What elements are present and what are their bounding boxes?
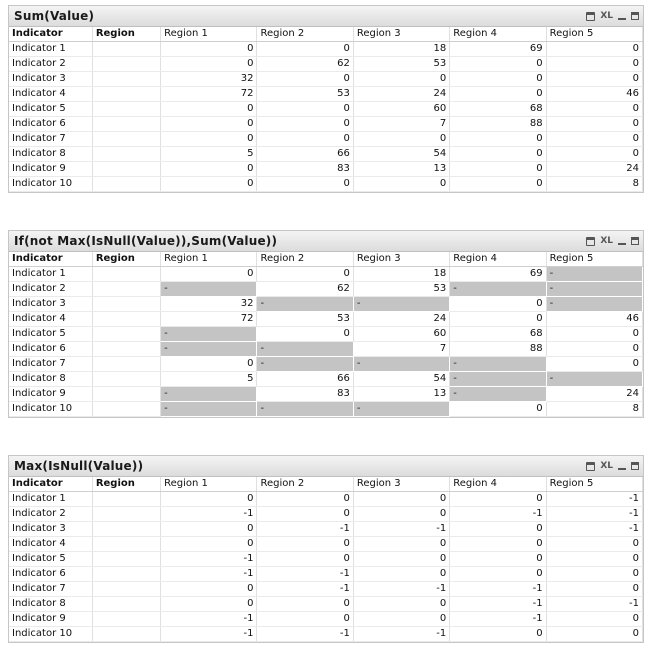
table-row <box>9 162 643 177</box>
row-label[interactable]: Indicator 5 <box>9 102 92 117</box>
value-cell: 0 <box>353 597 449 612</box>
null-cell: - <box>546 297 642 312</box>
empty-cell <box>92 507 160 522</box>
empty-cell <box>92 522 160 537</box>
value-cell: -1 <box>161 567 257 582</box>
value-cell: 0 <box>450 177 546 192</box>
value-cell: 0 <box>257 267 353 282</box>
row-label[interactable]: Indicator 10 <box>9 627 92 642</box>
value-cell: 0 <box>546 612 642 627</box>
value-cell: 60 <box>353 102 449 117</box>
caption-icons <box>586 461 639 471</box>
value-cell: 0 <box>257 507 353 522</box>
table-row <box>9 312 643 327</box>
empty-cell <box>92 267 160 282</box>
value-cell: -1 <box>353 627 449 642</box>
value-cell: 0 <box>161 177 257 192</box>
value-cell: 5 <box>161 147 257 162</box>
table-row <box>9 102 643 117</box>
value-cell: 72 <box>161 312 257 327</box>
panel-title: Sum(Value) <box>14 9 95 23</box>
table-row <box>9 72 643 87</box>
value-cell: 46 <box>546 312 642 327</box>
null-cell: - <box>450 357 546 372</box>
header-region-2[interactable]: Region 2 <box>257 477 353 492</box>
table-row <box>9 522 643 537</box>
table-row <box>9 87 643 102</box>
value-cell: 69 <box>450 42 546 57</box>
value-cell: 53 <box>353 282 449 297</box>
value-cell: 13 <box>353 387 449 402</box>
value-cell: 54 <box>353 147 449 162</box>
minimize-icon[interactable] <box>618 243 626 245</box>
header-region-1[interactable]: Region 1 <box>161 27 257 42</box>
row-label[interactable]: Indicator 6 <box>9 117 92 132</box>
row-label[interactable]: Indicator 4 <box>9 537 92 552</box>
value-cell: 0 <box>450 627 546 642</box>
table-row <box>9 597 643 612</box>
value-cell: 0 <box>450 132 546 147</box>
value-cell: 8 <box>546 177 642 192</box>
value-cell: 0 <box>353 552 449 567</box>
value-cell: 0 <box>353 492 449 507</box>
empty-cell <box>92 342 160 357</box>
null-cell: - <box>257 402 353 417</box>
value-cell: 18 <box>353 267 449 282</box>
value-cell: 24 <box>546 162 642 177</box>
header-region-1[interactable]: Region 1 <box>161 252 257 267</box>
value-cell: 53 <box>353 57 449 72</box>
value-cell: 88 <box>450 342 546 357</box>
pivot-table-panel-2 <box>8 230 644 418</box>
header-region-3[interactable]: Region 3 <box>353 477 449 492</box>
value-cell: 0 <box>257 327 353 342</box>
print-icon[interactable] <box>586 12 595 21</box>
value-cell: -1 <box>353 522 449 537</box>
null-cell: - <box>546 267 642 282</box>
row-label[interactable]: Indicator 4 <box>9 87 92 102</box>
value-cell: 72 <box>161 87 257 102</box>
minimize-icon[interactable] <box>618 468 626 470</box>
value-cell: 0 <box>257 72 353 87</box>
table-row <box>9 267 643 282</box>
value-cell: 68 <box>450 102 546 117</box>
header-row <box>9 27 643 42</box>
table-row <box>9 627 643 642</box>
value-cell: 0 <box>161 102 257 117</box>
empty-cell <box>92 312 160 327</box>
value-cell: 0 <box>450 567 546 582</box>
row-label[interactable]: Indicator 7 <box>9 132 92 147</box>
value-cell: 0 <box>257 117 353 132</box>
header-indicator[interactable]: Indicator <box>9 252 92 267</box>
null-cell: - <box>161 402 257 417</box>
row-label[interactable]: Indicator 1 <box>9 492 92 507</box>
value-cell: -1 <box>450 597 546 612</box>
null-cell: - <box>161 327 257 342</box>
maximize-icon[interactable] <box>631 462 639 470</box>
header-row <box>9 477 643 492</box>
row-label[interactable]: Indicator 8 <box>9 147 92 162</box>
row-label[interactable]: Indicator 1 <box>9 42 92 57</box>
value-cell: -1 <box>257 522 353 537</box>
value-cell: 69 <box>450 267 546 282</box>
empty-cell <box>92 537 160 552</box>
value-cell: 0 <box>450 402 546 417</box>
value-cell: 0 <box>546 567 642 582</box>
value-cell: 5 <box>161 372 257 387</box>
value-cell: 0 <box>353 132 449 147</box>
value-cell: 0 <box>353 507 449 522</box>
header-region-5[interactable]: Region 5 <box>546 27 642 42</box>
empty-cell <box>92 357 160 372</box>
empty-cell <box>92 162 160 177</box>
value-cell: 0 <box>353 567 449 582</box>
table-row <box>9 552 643 567</box>
value-cell: 24 <box>546 387 642 402</box>
table-row <box>9 282 643 297</box>
value-cell: 24 <box>353 87 449 102</box>
value-cell: 0 <box>450 537 546 552</box>
header-region-4[interactable]: Region 4 <box>450 27 546 42</box>
null-cell: - <box>353 357 449 372</box>
value-cell: 0 <box>257 492 353 507</box>
value-cell: 83 <box>257 162 353 177</box>
value-cell: 0 <box>257 132 353 147</box>
empty-cell <box>92 177 160 192</box>
row-label[interactable]: Indicator 3 <box>9 297 92 312</box>
value-cell: 0 <box>353 177 449 192</box>
header-indicator[interactable]: Indicator <box>9 477 92 492</box>
table-row <box>9 582 643 597</box>
value-cell: 0 <box>161 492 257 507</box>
value-cell: 0 <box>161 582 257 597</box>
null-cell: - <box>257 297 353 312</box>
empty-cell <box>92 492 160 507</box>
table-row <box>9 612 643 627</box>
caption-icons <box>586 11 639 21</box>
row-label[interactable]: Indicator 1 <box>9 267 92 282</box>
row-label[interactable]: Indicator 9 <box>9 612 92 627</box>
value-cell: -1 <box>546 507 642 522</box>
value-cell: 0 <box>450 552 546 567</box>
value-cell: 88 <box>450 117 546 132</box>
value-cell: 0 <box>161 597 257 612</box>
send-to-excel-icon[interactable]: XL <box>600 236 613 246</box>
value-cell: 66 <box>257 147 353 162</box>
value-cell: 0 <box>161 537 257 552</box>
value-cell: 66 <box>257 372 353 387</box>
value-cell: 83 <box>257 387 353 402</box>
value-cell: 0 <box>450 492 546 507</box>
value-cell: 8 <box>546 402 642 417</box>
value-cell: 0 <box>257 42 353 57</box>
row-label[interactable]: Indicator 8 <box>9 372 92 387</box>
header-row <box>9 252 643 267</box>
empty-cell <box>92 132 160 147</box>
null-cell: - <box>450 372 546 387</box>
print-icon[interactable] <box>586 462 595 471</box>
table-row <box>9 297 643 312</box>
value-cell: 0 <box>546 147 642 162</box>
value-cell: 32 <box>161 297 257 312</box>
value-cell: 0 <box>257 537 353 552</box>
value-cell: 0 <box>546 552 642 567</box>
value-cell: -1 <box>450 507 546 522</box>
table-row <box>9 342 643 357</box>
empty-cell <box>92 327 160 342</box>
empty-cell <box>92 387 160 402</box>
value-cell: -1 <box>161 507 257 522</box>
value-cell: 0 <box>257 177 353 192</box>
value-cell: 0 <box>450 312 546 327</box>
header-region-4[interactable]: Region 4 <box>450 252 546 267</box>
value-cell: 0 <box>161 42 257 57</box>
value-cell: -1 <box>546 492 642 507</box>
value-cell: 0 <box>257 597 353 612</box>
value-cell: -1 <box>257 567 353 582</box>
table-row <box>9 147 643 162</box>
value-cell: 54 <box>353 372 449 387</box>
header-region-3[interactable]: Region 3 <box>353 27 449 42</box>
value-cell: 0 <box>161 162 257 177</box>
value-cell: 0 <box>161 357 257 372</box>
row-label[interactable]: Indicator 6 <box>9 342 92 357</box>
null-cell: - <box>450 282 546 297</box>
header-region-2[interactable]: Region 2 <box>257 252 353 267</box>
value-cell: 0 <box>257 612 353 627</box>
value-cell: 13 <box>353 162 449 177</box>
value-cell: -1 <box>257 582 353 597</box>
empty-cell <box>92 582 160 597</box>
pivot-table <box>9 27 643 192</box>
table-row <box>9 492 643 507</box>
value-cell: 62 <box>257 282 353 297</box>
table-row <box>9 507 643 522</box>
empty-cell <box>92 282 160 297</box>
header-region[interactable]: Region <box>92 252 160 267</box>
empty-cell <box>92 402 160 417</box>
header-region-2[interactable]: Region 2 <box>257 27 353 42</box>
row-label[interactable]: Indicator 6 <box>9 567 92 582</box>
pivot-table-panel-3 <box>8 455 644 643</box>
empty-cell <box>92 117 160 132</box>
value-cell: 0 <box>450 162 546 177</box>
value-cell: 0 <box>161 117 257 132</box>
panel-title: If(not Max(IsNull(Value)),Sum(Value)) <box>14 234 278 248</box>
value-cell: 0 <box>546 57 642 72</box>
value-cell: 68 <box>450 327 546 342</box>
table-row <box>9 132 643 147</box>
value-cell: 18 <box>353 42 449 57</box>
value-cell: 62 <box>257 57 353 72</box>
value-cell: 0 <box>546 117 642 132</box>
send-to-excel-icon[interactable]: XL <box>600 11 613 21</box>
table-row <box>9 42 643 57</box>
header-region[interactable]: Region <box>92 27 160 42</box>
value-cell: 0 <box>450 87 546 102</box>
panel-caption[interactable] <box>9 6 643 27</box>
maximize-icon[interactable] <box>631 12 639 20</box>
value-cell: 0 <box>450 147 546 162</box>
value-cell: 0 <box>161 267 257 282</box>
row-label[interactable]: Indicator 3 <box>9 522 92 537</box>
header-region-5[interactable]: Region 5 <box>546 252 642 267</box>
empty-cell <box>92 552 160 567</box>
value-cell: 0 <box>546 42 642 57</box>
header-region-1[interactable]: Region 1 <box>161 477 257 492</box>
value-cell: 60 <box>353 327 449 342</box>
header-region[interactable]: Region <box>92 477 160 492</box>
value-cell: -1 <box>161 627 257 642</box>
row-label[interactable]: Indicator 2 <box>9 282 92 297</box>
row-label[interactable]: Indicator 5 <box>9 327 92 342</box>
value-cell: -1 <box>450 582 546 597</box>
value-cell: -1 <box>161 552 257 567</box>
panel-title: Max(IsNull(Value)) <box>14 459 144 473</box>
empty-cell <box>92 72 160 87</box>
null-cell: - <box>546 372 642 387</box>
row-label[interactable]: Indicator 2 <box>9 57 92 72</box>
empty-cell <box>92 147 160 162</box>
value-cell: 0 <box>546 72 642 87</box>
empty-cell <box>92 567 160 582</box>
value-cell: -1 <box>257 627 353 642</box>
value-cell: 0 <box>546 342 642 357</box>
value-cell: 0 <box>546 132 642 147</box>
value-cell: -1 <box>161 612 257 627</box>
value-cell: 0 <box>546 537 642 552</box>
row-label[interactable]: Indicator 9 <box>9 162 92 177</box>
empty-cell <box>92 87 160 102</box>
null-cell: - <box>161 387 257 402</box>
value-cell: 0 <box>353 612 449 627</box>
value-cell: -1 <box>353 582 449 597</box>
table-row <box>9 387 643 402</box>
table-row <box>9 57 643 72</box>
row-label[interactable]: Indicator 7 <box>9 582 92 597</box>
empty-cell <box>92 42 160 57</box>
row-label[interactable]: Indicator 3 <box>9 72 92 87</box>
table-row <box>9 402 643 417</box>
print-icon[interactable] <box>586 237 595 246</box>
empty-cell <box>92 597 160 612</box>
minimize-icon[interactable] <box>618 18 626 20</box>
null-cell: - <box>450 387 546 402</box>
null-cell: - <box>353 297 449 312</box>
send-to-excel-icon[interactable]: XL <box>600 461 613 471</box>
value-cell: 53 <box>257 312 353 327</box>
value-cell: 0 <box>450 522 546 537</box>
row-label[interactable]: Indicator 10 <box>9 177 92 192</box>
value-cell: 24 <box>353 312 449 327</box>
empty-cell <box>92 612 160 627</box>
value-cell: 0 <box>161 132 257 147</box>
table-row <box>9 117 643 132</box>
caption-icons <box>586 236 639 246</box>
null-cell: - <box>257 342 353 357</box>
null-cell: - <box>353 402 449 417</box>
header-region-4[interactable]: Region 4 <box>450 477 546 492</box>
empty-cell <box>92 57 160 72</box>
header-region-5[interactable]: Region 5 <box>546 477 642 492</box>
table-row <box>9 567 643 582</box>
empty-cell <box>92 372 160 387</box>
value-cell: 0 <box>257 552 353 567</box>
row-label[interactable]: Indicator 10 <box>9 402 92 417</box>
value-cell: 0 <box>257 102 353 117</box>
value-cell: 0 <box>546 327 642 342</box>
row-label[interactable]: Indicator 8 <box>9 597 92 612</box>
table-row <box>9 357 643 372</box>
null-cell: - <box>161 282 257 297</box>
value-cell: -1 <box>546 597 642 612</box>
header-region-3[interactable]: Region 3 <box>353 252 449 267</box>
row-label[interactable]: Indicator 9 <box>9 387 92 402</box>
value-cell: 0 <box>353 72 449 87</box>
pivot-table <box>9 477 643 642</box>
null-cell: - <box>161 342 257 357</box>
value-cell: 0 <box>161 522 257 537</box>
value-cell: -1 <box>546 522 642 537</box>
empty-cell <box>92 627 160 642</box>
header-indicator[interactable]: Indicator <box>9 27 92 42</box>
empty-cell <box>92 297 160 312</box>
table-row <box>9 177 643 192</box>
maximize-icon[interactable] <box>631 237 639 245</box>
row-label[interactable]: Indicator 4 <box>9 312 92 327</box>
panel-caption[interactable] <box>9 456 643 477</box>
value-cell: 46 <box>546 87 642 102</box>
value-cell: 0 <box>161 57 257 72</box>
table-row <box>9 372 643 387</box>
value-cell: 0 <box>546 582 642 597</box>
value-cell: 0 <box>450 297 546 312</box>
row-label[interactable]: Indicator 2 <box>9 507 92 522</box>
table-row <box>9 537 643 552</box>
pivot-table-panel-1 <box>8 5 644 193</box>
empty-cell <box>92 102 160 117</box>
value-cell: 0 <box>353 537 449 552</box>
value-cell: 0 <box>450 57 546 72</box>
value-cell: 0 <box>546 627 642 642</box>
value-cell: 7 <box>353 117 449 132</box>
null-cell: - <box>546 282 642 297</box>
value-cell: 0 <box>450 72 546 87</box>
value-cell: 0 <box>546 357 642 372</box>
row-label[interactable]: Indicator 5 <box>9 552 92 567</box>
value-cell: 53 <box>257 87 353 102</box>
table-row <box>9 327 643 342</box>
null-cell: - <box>257 357 353 372</box>
pivot-table <box>9 252 643 417</box>
row-label[interactable]: Indicator 7 <box>9 357 92 372</box>
value-cell: 0 <box>546 102 642 117</box>
value-cell: 32 <box>161 72 257 87</box>
value-cell: 7 <box>353 342 449 357</box>
value-cell: -1 <box>450 612 546 627</box>
panel-caption[interactable] <box>9 231 643 252</box>
